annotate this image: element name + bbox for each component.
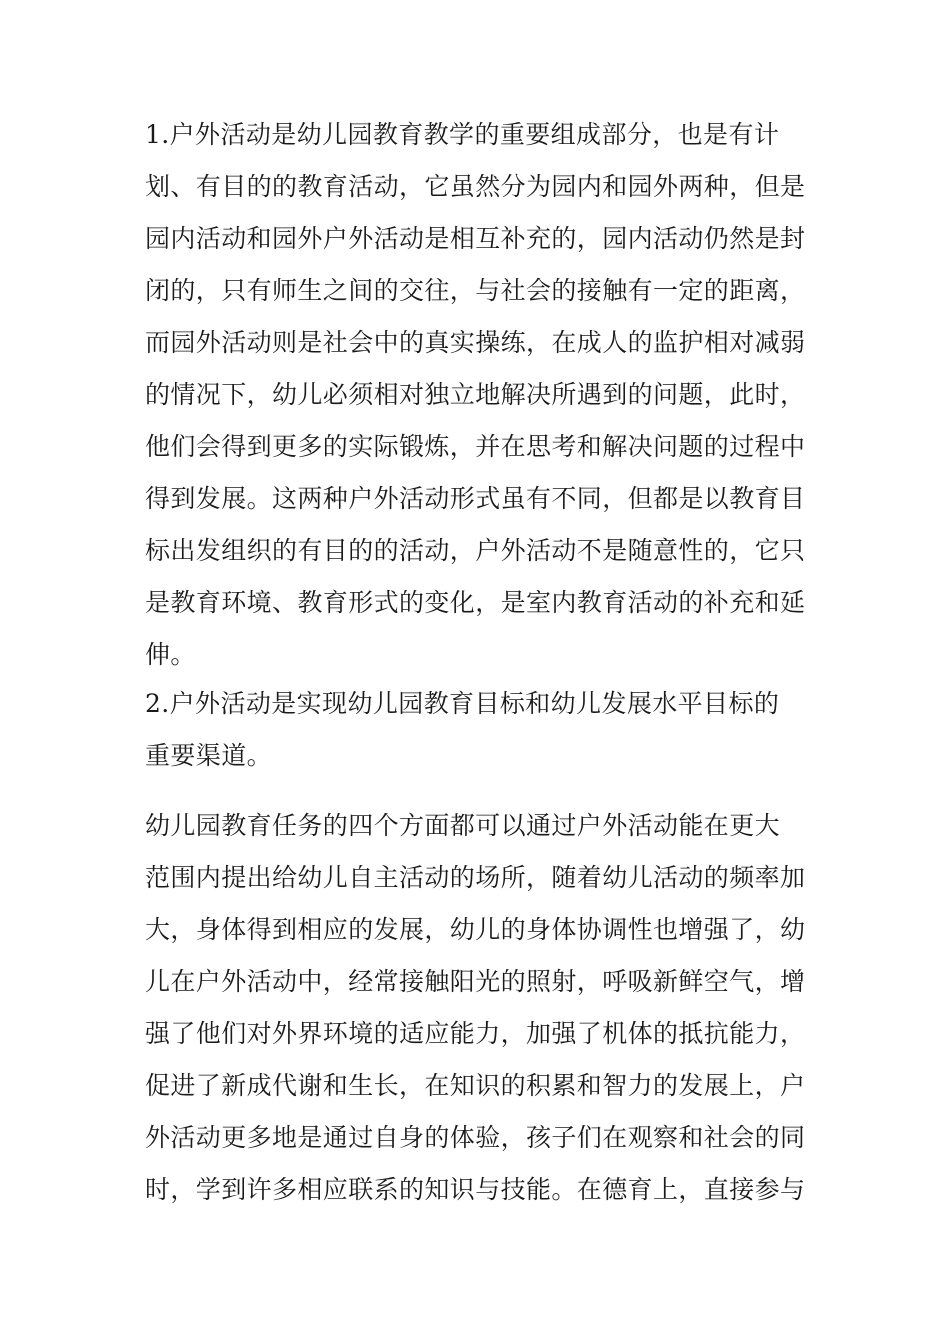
paragraph-line: 园内活动和园外户外活动是相互补充的，园内活动仍然是封 <box>145 224 806 253</box>
paragraph-line: 闭的，只有师生之间的交往，与社会的接触有一定的距离， <box>145 276 806 305</box>
paragraph-line: 强了他们对外界环境的适应能力，加强了机体的抵抗能力， <box>145 1019 806 1048</box>
paragraph-line: 得到发展。这两种户外活动形式虽有不同，但都是以教育目 <box>145 484 806 513</box>
paragraph-line: 儿在户外活动中，经常接触阳光的照射，呼吸新鲜空气，增 <box>145 967 806 996</box>
paragraph-line: 伸。 <box>145 640 196 669</box>
paragraph-3 <box>145 800 845 1216</box>
paragraph-line: 是教育环境、教育形式的变化，是室内教育活动的补充和延 <box>145 588 806 617</box>
paragraph-2 <box>145 678 845 782</box>
paragraph-line: 重要渠道。 <box>145 741 273 770</box>
paragraph-line: 时，学到许多相应联系的知识与技能。在德育上，直接参与 <box>145 1175 806 1204</box>
paragraph-line: 大，身体得到相应的发展，幼儿的身体协调性也增强了，幼 <box>145 915 806 944</box>
paragraph-1 <box>145 109 845 681</box>
paragraph-line: 而园外活动则是社会中的真实操练，在成人的监护相对减弱 <box>145 328 806 357</box>
paragraph-line: 范围内提出给幼儿自主活动的场所，随着幼儿活动的频率加 <box>145 863 806 892</box>
paragraph-line: 外活动更多地是通过自身的体验，孩子们在观察和社会的同 <box>145 1123 806 1152</box>
paragraph-line: 幼儿园教育任务的四个方面都可以通过户外活动能在更大 <box>145 811 781 840</box>
paragraph-line: 促进了新成代谢和生长，在知识的积累和智力的发展上，户 <box>145 1071 806 1100</box>
paragraph-line: 他们会得到更多的实际锻炼，并在思考和解决问题的过程中 <box>145 432 806 461</box>
paragraph-line: 标出发组织的有目的的活动，户外活动不是随意性的，它只 <box>145 536 806 565</box>
paragraph-line: 划、有目的的教育活动，它虽然分为园内和园外两种，但是 <box>145 172 806 201</box>
paragraph-line: 1.户外活动是幼儿园教育教学的重要组成部分，也是有计 <box>145 120 780 149</box>
paragraph-line: 的情况下，幼儿必须相对独立地解决所遇到的问题，此时， <box>145 380 806 409</box>
paragraph-line: 2.户外活动是实现幼儿园教育目标和幼儿发展水平目标的 <box>145 689 780 718</box>
